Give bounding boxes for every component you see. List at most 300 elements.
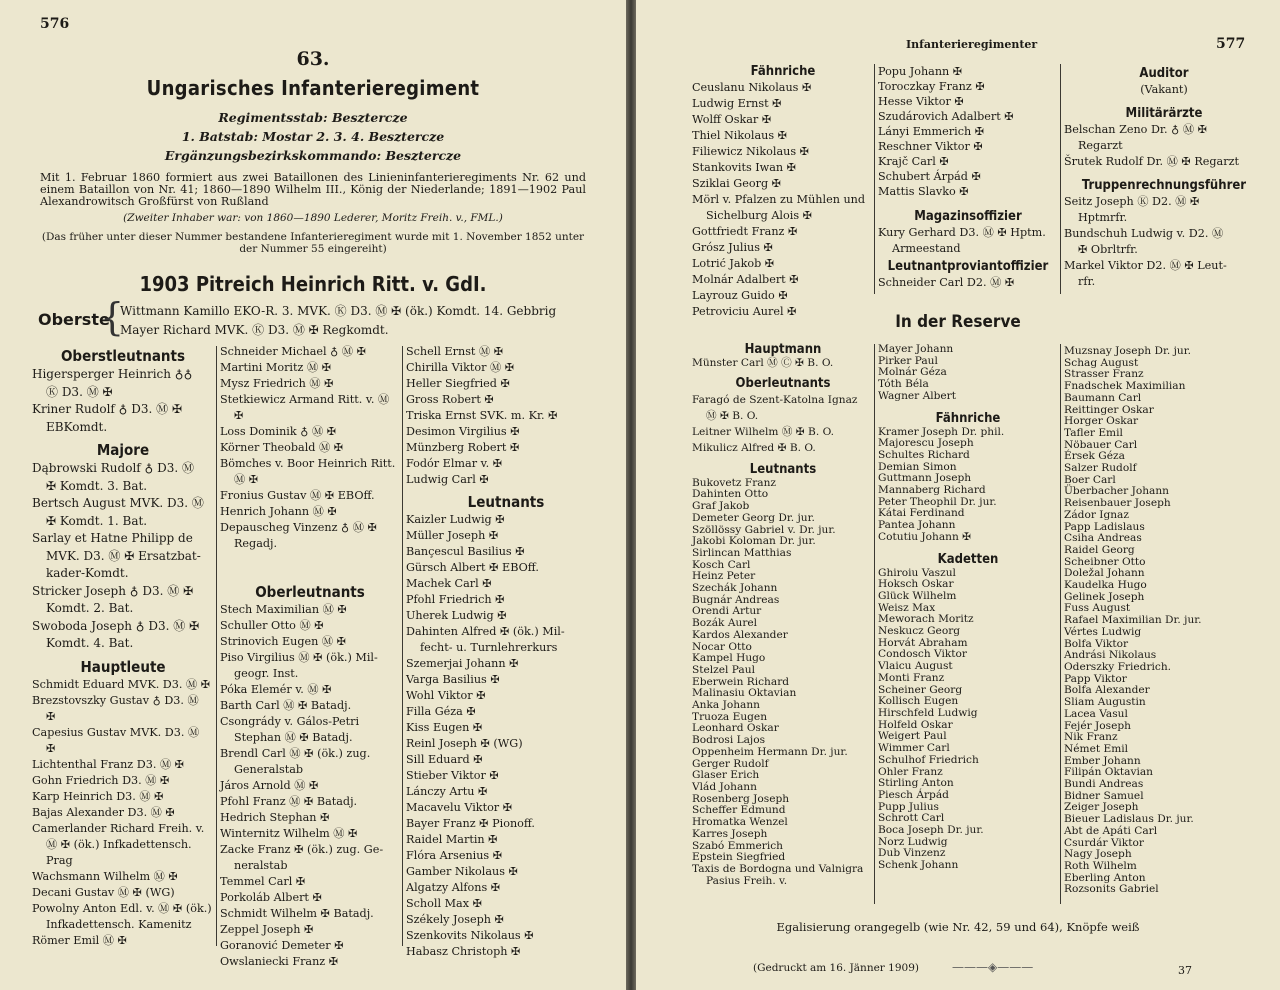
list-item: Bidner Samuel [1064,789,1144,802]
section-heading: Militärärzte [1125,106,1203,121]
section-heading: Leutnantproviantoffizier [887,259,1049,274]
list-item: Abt de Apáti Carl [1064,824,1158,837]
reserve-column-1 [692,342,874,887]
list-item: Monti Franz [878,671,945,684]
list-item: Wohl Viktor ✠ [406,689,486,702]
list-item: Raidel Georg [1064,543,1135,556]
list-item: Depauscheg Vinzenz ♁ Ⓜ ✠ [220,521,377,534]
list-item: Ghiroiu Vaszul [878,566,956,579]
list-item: Mörl v. Pfalzen zu Mühlen und [692,193,866,206]
section-heading: Hauptleute [80,657,166,676]
list-item: Szenkovits Nikolaus ✠ [406,929,534,942]
left-column-2 [220,344,400,970]
list-item: Horger Oskar [1064,415,1139,428]
list-item: Generalstab [234,763,304,776]
list-item: Brezstovszky Gustav ♁ D3. Ⓜ [32,693,199,707]
running-head: Infanterieregimenter [906,38,1038,51]
list-item: Markel Viktor D2. Ⓜ ✠ Leut- [1064,259,1227,272]
list-item: Kosch Carl [692,558,751,571]
list-item: Infkadettensch. Kamenitz [46,917,192,931]
list-item: Bömches v. Boor Heinrich Ritt. [220,457,396,470]
list-item: Meworach Moritz [878,613,974,626]
list-item: Nagy Joseph [1064,848,1132,861]
list-item: Capesius Gustav MVK. D3. Ⓜ [32,725,200,739]
list-item: Strinovich Eugen Ⓜ ✠ [220,635,346,648]
list-item: Kátai Ferdinand [878,507,965,520]
list-item: Bugnár Andreas [692,593,780,606]
list-item: Porkoláb Albert ✠ [220,891,322,904]
list-item: Pasius Freih. v. [706,874,788,887]
list-item: Guttmann Joseph [878,472,972,485]
list-item: Stetkiewicz Armand Ritt. v. Ⓜ [220,393,390,406]
list-item: Ⓜ ✠ B. O. [706,409,759,422]
list-item: Bukovetz Franz [692,476,776,489]
column-rule [874,64,875,294]
list-item: Schubert Árpád ✠ [878,170,981,183]
list-item: Truoza Eugen [692,710,768,723]
list-item: Leonhard Oskar [692,722,779,735]
list-item: Regarzt [1078,139,1123,152]
list-item: Desimon Virgilius ✠ [406,425,520,438]
list-item: Csiha Andreas [1064,532,1142,545]
staff-line: 1. Batstab: Mostar 2. 3. 4. Besztercze [181,129,445,144]
list-item: Stirling Anton [878,777,954,790]
list-item: Molnár Adalbert ✠ [692,273,799,286]
list-item: Powolny Anton Edl. v. Ⓜ ✠ (ök.) [32,901,212,915]
section-heading: Majore [96,441,150,459]
list-item: Érsek Géza [1064,450,1125,463]
list-item: Reittinger Oskar [1064,403,1154,416]
list-item: Szemerjai Johann ✠ [406,657,519,670]
list-item: Tóth Béla [878,378,929,391]
section-heading: Fähnriche [935,410,1001,426]
list-item: Szechák Johann [692,582,778,595]
list-item: Owslaniecki Franz ✠ [220,955,339,968]
list-item: Leitner Wilhelm Ⓜ ✠ B. O. [692,425,835,438]
list-item: Piesch Árpád [878,788,949,801]
list-item: Majorescu Joseph [878,437,974,450]
list-item: Krajč Carl ✠ [878,155,949,168]
list-item: Weigert Paul [878,730,947,743]
list-item: Eberwein Richard [692,675,790,688]
list-item: Regadj. [234,537,278,550]
list-item: Bundschuh Ludwig v. D2. Ⓜ [1064,227,1224,240]
list-item: Anka Johann [692,699,760,712]
list-item: Kardos Alexander [692,628,788,641]
list-item: Ⓚ D3. Ⓜ ✠ [46,384,113,399]
list-item: Wittmann Kamillo EKO-R. 3. MVK. Ⓚ D3. Ⓜ ✠ (ök.) Komdt. 14. Gebbrig [120,304,557,318]
oberste-list [120,302,556,340]
list-item: neralstab [234,859,288,872]
list-item: Baumann Carl [1064,391,1142,404]
list-item: Norz Ludwig [878,835,948,848]
list-item: Swoboda Joseph ♁ D3. Ⓜ ✠ [32,618,200,633]
list-item: Kriner Rudolf ♁ D3. Ⓜ ✠ [32,402,183,416]
list-item: Wachsmann Wilhelm Ⓜ ✠ [32,869,178,883]
list-item: Stelzel Paul [692,663,755,676]
list-item: Scheffer Edmund [692,804,786,817]
list-item: Bertsch August MVK. D3. Ⓜ [32,496,204,510]
list-item: Gelinek Joseph [1064,590,1145,603]
right-column-2 [878,64,1058,291]
list-item: Bundi Andreas [1064,778,1144,791]
column-rule [1060,64,1061,294]
list-item: Decani Gustav Ⓜ ✠ (WG) [32,885,175,899]
list-item: Bolfa Alexander [1064,684,1150,697]
list-item: Kiss Eugen ✠ [406,721,483,734]
list-item: Glück Wilhelm [878,589,957,602]
list-item: Kollisch Eugen [878,695,959,708]
list-item: Rosenberg Joseph [692,792,790,805]
list-item: Oderszky Friedrich. [1064,660,1172,673]
signature-mark: 37 [1178,964,1192,977]
list-item: Scheibner Otto [1064,555,1146,568]
list-item: Neskucz Georg [878,625,961,638]
list-item: Nöbauer Carl [1064,438,1138,451]
right-column-1 [692,64,874,320]
list-item: Boer Carl [1064,473,1116,486]
section-heading: Truppenrechnungsführer [1081,178,1247,193]
list-item: Überbacher Johann [1064,485,1170,498]
list-item: Sirlincan Matthias [692,546,792,559]
brace-icon: { [100,295,125,339]
list-item: geogr. Inst. [234,667,299,680]
list-item: Raidel Martin ✠ [406,833,498,846]
list-item: Zacke Franz ✠ (ök.) zug. Ge- [220,843,384,856]
list-item: ✠ Komdt. 1. Bat. [46,513,148,528]
section-heading: Magazinsoffizier [914,209,1022,224]
list-item: Fodór Elmar v. ✠ [406,457,503,470]
left-column-3 [406,344,606,960]
book-gutter [626,0,636,990]
list-item: Camerlander Richard Freih. v. [32,821,205,835]
list-item: Demeter Georg Dr. jur. [692,511,815,524]
list-item: Sichelburg Alois ✠ [706,209,812,222]
list-item: Kampel Hugo [692,652,766,665]
section-heading: Hauptmann [744,342,822,357]
list-item: Roth Wilhelm [1064,859,1137,872]
list-item: Lacea Vasul [1064,707,1128,720]
list-item: Doležal Johann [1064,567,1145,580]
list-item: Kury Gerhard D3. Ⓜ ✠ Hptm. [878,226,1046,239]
list-item: Barth Carl Ⓜ ✠ Batadj. [220,699,352,712]
reserve-column-2 [878,344,1058,872]
list-item: Bieuer Ladislaus Dr. jur. [1064,813,1194,826]
list-item: Szudárovich Adalbert ✠ [878,110,1014,123]
reserve-column-3 [1064,346,1264,896]
list-item: Stankovits Iwan ✠ [692,161,797,174]
list-item: Popu Johann ✠ [878,65,963,78]
section-heading: Auditor [1139,66,1189,81]
list-item: Oppenheim Hermann Dr. jur. [692,745,848,758]
list-item: Karp Heinrich D3. Ⓜ ✠ [32,789,164,803]
list-item: Hoksch Oskar [878,578,954,591]
list-item: Dahinten Alfred ✠ (ök.) Mil- [406,625,565,638]
list-item: kader-Komdt. [46,566,129,580]
list-item: Peter Theophil Dr. jur. [878,495,997,508]
list-item: Algatzy Alfons ✠ [406,881,501,894]
list-item: Varga Basilius ✠ [406,673,500,686]
list-item: Malinasiu Oktavian [692,687,797,700]
list-item: Molnár Géza [878,366,947,379]
list-item: Mayer Johann [878,343,954,355]
list-item: Cotutiu Johann ✠ [878,530,972,543]
list-item: Seitz Joseph Ⓚ D2. Ⓜ ✠ [1064,195,1200,208]
list-item: Schultes Richard [878,448,970,461]
list-item: ✠ [46,741,56,755]
list-item: Szöllössy Gabriel v. Dr. jur. [692,523,836,536]
list-item: Körner Theobald Ⓜ ✠ [220,441,344,454]
list-item: Fnadschek Maximilian [1064,380,1186,393]
list-item: Vlád Johann [692,780,757,793]
list-item: Schell Ernst Ⓜ ✠ [406,345,504,358]
list-item: Sarlay et Hatne Philipp de [32,531,193,545]
staff-line: Regimentsstab: Besztercze [218,110,408,125]
list-item: Bançescul Basilius ✠ [406,545,525,558]
list-item: Karres Joseph [692,827,768,840]
list-item: Stricker Joseph ♁ D3. Ⓜ ✠ [32,583,194,598]
left-column-1 [32,346,214,949]
list-item: ✠ [234,409,244,422]
list-item: Schneider Carl D2. Ⓜ ✠ [878,276,1015,289]
list-item: Gross Robert ✠ [406,393,494,406]
list-item: Lányi Emmerich ✠ [878,125,985,138]
list-item: Nik Franz [1064,731,1118,744]
list-item: Dub Vinzenz [878,847,946,860]
section-heading: Leutnants [467,493,545,511]
list-item: Járos Arnold Ⓜ ✠ [220,779,319,792]
list-item: Vértes Ludwig [1064,625,1142,638]
list-item: Pantea Johann [878,519,956,532]
list-item: Belschan Zeno Dr. ♁ Ⓜ ✠ [1064,123,1208,136]
list-item: Demian Simon [878,460,957,473]
print-date: (Gedruckt am 16. Jänner 1909) [753,962,919,974]
list-item: Horvát Abraham [878,636,968,649]
list-item: Habasz Christoph ✠ [406,945,521,958]
list-item: Faragó de Szent-Katolna Ignaz [692,393,858,406]
list-item: Winternitz Wilhelm Ⓜ ✠ [220,827,358,840]
list-item: Goranović Demeter ✠ [220,939,344,952]
list-item: Schneider Michael ♁ Ⓜ ✠ [220,345,367,358]
list-item: Higersperger Heinrich ♁♁ [32,367,193,381]
list-item: Weisz Max [878,601,936,614]
list-item: Bozák Aurel [692,617,758,630]
list-item: Filipán Oktavian [1064,766,1153,779]
ornament-icon: ———◈——— [952,960,1034,974]
list-item: Schuller Otto Ⓜ ✠ [220,619,324,632]
list-item: Gottfriedt Franz ✠ [692,225,798,238]
list-item: Bajas Alexander D3. Ⓜ ✠ [32,805,175,819]
list-item: Münzberg Robert ✠ [406,441,520,454]
list-item: Székely Joseph ✠ [406,913,504,926]
list-item: Póka Elemér v. Ⓜ ✠ [220,683,332,696]
list-item: Nocar Otto [692,640,752,653]
former-regiment-note: (Das früher unter dieser Nummer bestandene Infanterieregiment wurde mit 1. November 1852 unter der Nummer 55 eingereiht) [41,231,585,255]
staff-block [0,108,626,165]
second-owner-note: (Zweiter Inhaber war: von 1860—1890 Lederer, Moritz Freih. v., FML.) [123,212,503,224]
list-item: ✠ Komdt. 3. Bat. [46,478,148,493]
list-item: Zeppel Joseph ✠ [220,923,314,936]
list-item: Taxis de Bordogna und Valnigra [692,862,864,875]
list-item: Martini Moritz Ⓜ ✠ [220,361,332,374]
list-item: Hedrich Stephan ✠ [220,811,330,824]
list-item: Mikulicz Alfred ✠ B. O. [692,441,816,454]
list-item: Flóra Arsenius ✠ [406,849,503,862]
list-item: Stieber Viktor ✠ [406,769,499,782]
list-item: Schmidt Eduard MVK. D3. Ⓜ ✠ [32,677,211,691]
column-rule [216,346,217,946]
list-item: Wagner Albert [878,389,956,402]
left-page [0,0,626,990]
list-item: Uherek Ludwig ✠ [406,609,507,622]
list-item: Dahinten Otto [692,488,769,501]
list-item: Piso Virgilius Ⓜ ✠ (ök.) Mil- [220,651,378,664]
list-item: Mannaberg Richard [878,484,986,497]
list-item: Henrich Johann Ⓜ ✠ [220,505,337,518]
list-item: Graf Jakob [692,500,750,513]
egalisierung-note: Egalisierung orangegelb (wie Nr. 42, 59 und 64), Knöpfe weiß [776,920,1140,934]
list-item: Mattis Slavko ✠ [878,185,969,198]
list-item: Reisenbauer Joseph [1064,497,1171,510]
list-item: Schmidt Wilhelm ✠ Batadj. [220,907,374,920]
list-item: Ⓜ ✠ (ök.) Infkadettensch. [46,837,192,851]
list-item: Kaudelka Hugo [1064,579,1147,592]
list-item: Jakobi Koloman Dr. jur. [692,535,816,548]
list-item: Német Emil [1064,742,1129,755]
list-item: Tafler Emil [1064,426,1123,439]
list-item: Pirker Paul [878,354,938,367]
section-heading: Leutnants [749,461,817,477]
list-item: Schenk Johann [878,859,959,872]
page-number: 576 [40,16,70,32]
list-item: Bayer Franz ✠ Pionoff. [406,817,535,830]
oberste-label: Oberste [38,310,110,329]
list-item: Papp Ladislaus [1064,520,1145,533]
list-item: Rafael Maximilian Dr. jur. [1064,614,1202,627]
list-item: Temmel Carl ✠ [220,875,306,888]
list-item: Wolff Oskar ✠ [692,113,772,126]
list-item: Pfohl Franz Ⓜ ✠ Batadj. [220,795,358,808]
list-item: Römer Emil Ⓜ ✠ [32,933,127,947]
list-item: Glaser Erich [692,769,760,782]
list-item: Ludwig Ernst ✠ [692,97,782,110]
section-heading: Kadetten [937,551,999,567]
list-item: Filla Géza ✠ [406,705,476,718]
list-item: Gamber Nikolaus ✠ [406,865,518,878]
list-item: fecht- u. Turnlehrerkurs [420,641,558,654]
page-number: 577 [1216,36,1246,52]
list-item: Heinz Peter [692,570,756,583]
list-item: Condosch Viktor [878,648,967,661]
regiment-number: 63. [296,48,330,70]
list-item: Gerger Rudolf [692,757,769,770]
list-item: Filiewicz Nikolaus ✠ [692,145,809,158]
list-item: Schulhof Friedrich [878,753,979,766]
list-item: Mysz Friedrich Ⓜ ✠ [220,377,334,390]
list-item: Stech Maximilian Ⓜ ✠ [220,603,347,616]
list-item: Pfohl Friedrich ✠ [406,593,505,606]
right-column-3 [1064,66,1264,290]
list-item: Müller Joseph ✠ [406,529,499,542]
list-item: Toroczkay Franz ✠ [878,80,985,93]
list-item: Thiel Nikolaus ✠ [692,129,788,142]
list-item: Bolfa Viktor [1064,637,1129,650]
vacancy-note: (Vakant) [1140,83,1188,96]
staff-line: Ergänzungsbezirkskommando: Besztercze [164,148,462,163]
list-item: Zeiger Joseph [1064,801,1139,814]
list-item: Andrási Nikolaus [1064,649,1157,662]
right-page [636,0,1280,990]
list-item: Ember Johann [1064,754,1141,767]
list-item: Komdt. 2. Bat. [46,601,134,615]
list-item: Reschner Viktor ✠ [878,140,983,153]
list-item: rfr. [1078,275,1096,288]
reserve-heading: In der Reserve [895,312,1021,332]
list-item: Fejér Joseph [1064,719,1131,732]
list-item: Layrouz Guido ✠ [692,289,788,302]
list-item: Sill Eduard ✠ [406,753,483,766]
list-item: Triska Ernst SVK. m. Kr. ✠ [406,409,558,422]
list-item: Scheiner Georg [878,683,963,696]
list-item: ✠ Obrltrfr. [1078,243,1138,256]
list-item: Holfeld Oskar [878,718,953,731]
list-item: Eberling Anton [1064,871,1146,884]
list-item: Lánczy Artu ✠ [406,785,488,798]
list-item: Brendl Carl Ⓜ ✠ (ök.) zug. [220,747,371,760]
list-item: Grósz Julius ✠ [692,241,773,254]
list-item: Hirschfeld Ludwig [878,706,978,719]
list-item: Ohler Franz [878,765,943,778]
list-item: Komdt. 4. Bat. [46,636,134,650]
list-item: Dąbrowski Rudolf ♁ D3. Ⓜ [32,461,195,475]
list-item: Mayer Richard MVK. Ⓚ D3. Ⓜ ✠ Regkomdt. [120,323,389,337]
list-item: Ceuslanu Nikolaus ✠ [692,81,812,94]
list-item: Prag [46,853,73,867]
list-item: Reinl Joseph ✠ (WG) [406,737,523,750]
list-item: Ⓜ ✠ [234,473,259,486]
list-item: Loss Dominik ♁ Ⓜ ✠ [220,425,337,438]
list-item: Scholl Max ✠ [406,897,482,910]
list-item: Epstein Siegfried [692,851,786,864]
column-rule [1060,344,1061,904]
list-item: Lichtenthal Franz D3. Ⓜ ✠ [32,757,185,771]
list-item: Šrutek Rudolf Dr. Ⓜ ✠ Regarzt [1064,155,1239,168]
list-item: Schrott Carl [878,812,945,825]
list-item: Hesse Viktor ✠ [878,95,964,108]
list-item: Rozsonits Gabriel [1064,883,1159,896]
list-item: ✠ [46,709,56,723]
section-heading: Oberleutnants [255,583,365,601]
list-item: Orendi Artur [692,605,762,618]
list-item: Hptmrfr. [1078,211,1128,224]
list-item: Hromatka Wenzel [692,816,788,829]
inhaber: 1903 Pitreich Heinrich Ritt. v. GdI. [139,272,487,296]
list-item: Gürsch Albert ✠ EBOff. [406,561,539,574]
list-item: Petroviciu Aurel ✠ [692,305,797,318]
list-item: Heller Siegfried ✠ [406,377,510,390]
list-item: Fuss August [1064,602,1131,615]
list-item: Strasser Franz [1064,368,1144,381]
section-heading: Fähnriche [750,64,816,79]
list-item: Schag August [1064,356,1139,369]
list-item: Salzer Rudolf [1064,462,1137,475]
section-heading: Oberleutnants [735,375,831,391]
list-item: Papp Viktor [1064,672,1127,685]
list-item: Muzsnay Joseph Dr. jur. [1064,345,1191,357]
list-item: Stephan Ⓜ ✠ Batadj. [234,731,353,744]
list-item: EBKomdt. [46,419,108,434]
list-item: Armeestand [892,242,961,255]
